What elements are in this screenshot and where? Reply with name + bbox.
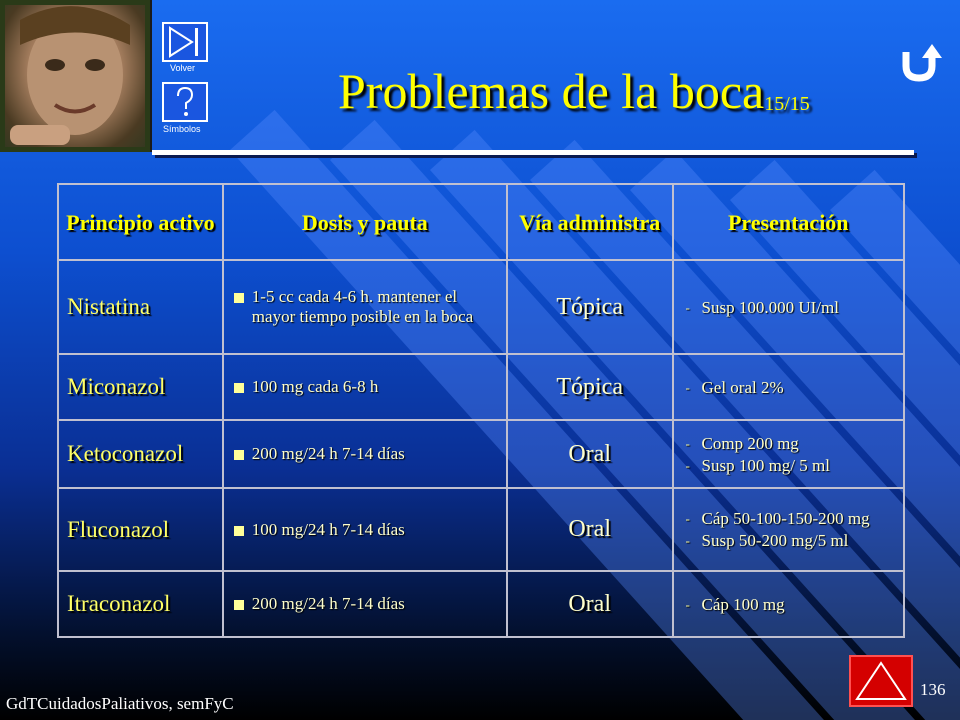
- dose-cell: [223, 571, 507, 637]
- presentation-cell: [673, 354, 904, 420]
- table-row: [58, 354, 904, 420]
- table-row: [58, 488, 904, 571]
- drug-name: Itraconazol: [58, 571, 223, 637]
- presentation-cell: [673, 260, 904, 354]
- back-button[interactable]: [162, 22, 208, 62]
- presentation-item: - Cáp 100 mg: [686, 595, 902, 614]
- presentation-cell: [673, 571, 904, 637]
- next-button[interactable]: [849, 655, 913, 707]
- presentation-item: - Cáp 50-100-150-200 mg: [686, 509, 902, 528]
- dose-text: 1-5 cc cada 4-6 h. mantener el mayor tiempo posible en la boca: [251, 287, 474, 326]
- dose-cell: [223, 354, 507, 420]
- title-main: Problemas de la boca: [338, 63, 765, 119]
- footer-credit: GdTCuidadosPaliativos, semFyC: [6, 694, 234, 713]
- bullet-icon: [234, 526, 244, 536]
- dose-cell: [223, 420, 507, 488]
- question-icon: [164, 84, 206, 120]
- presentation-cell: [673, 488, 904, 571]
- play-back-icon: [164, 24, 206, 60]
- antifungal-table: [57, 183, 905, 638]
- presentation-item: - Susp 50-200 mg/5 ml: [686, 531, 902, 550]
- presentation-item: - Comp 200 mg: [686, 434, 902, 453]
- page-number: 136: [920, 680, 946, 699]
- route-cell: Tópica: [507, 260, 673, 354]
- back-label: Volver: [170, 63, 196, 73]
- drug-name: Ketoconazol: [58, 420, 223, 488]
- dose-cell: [223, 488, 507, 571]
- table-row: [58, 260, 904, 354]
- bullet-icon: [234, 293, 244, 303]
- table-header-row: [58, 184, 904, 260]
- page-title: [338, 62, 810, 120]
- bullet-icon: [234, 383, 244, 393]
- route-cell: Oral: [507, 488, 673, 571]
- table-row: [58, 420, 904, 488]
- portrait-image: [0, 0, 152, 152]
- presentation-item: - Gel oral 2%: [686, 378, 902, 397]
- symbols-button[interactable]: [162, 82, 208, 122]
- header-via: Vía administra: [507, 184, 673, 260]
- presentation-cell: [673, 420, 904, 488]
- header-principio: Principio activo: [58, 184, 223, 260]
- drug-name: Miconazol: [58, 354, 223, 420]
- undo-button[interactable]: [900, 40, 944, 89]
- dose-cell: [223, 260, 507, 354]
- symbols-label: Símbolos: [163, 124, 201, 134]
- dose-text: 200 mg/24 h 7-14 días: [251, 594, 405, 613]
- bullet-icon: [234, 600, 244, 610]
- presentation-item: - Susp 100.000 UI/ml: [686, 298, 902, 317]
- route-cell: Oral: [507, 420, 673, 488]
- drug-name: Fluconazol: [58, 488, 223, 571]
- header-presentacion: Presentación: [673, 184, 904, 260]
- title-divider: [152, 150, 914, 155]
- header-dosis: Dosis y pauta: [223, 184, 507, 260]
- table-row: [58, 571, 904, 637]
- title-sub: 15/15: [764, 93, 810, 115]
- next-triangle-icon: [851, 657, 911, 705]
- bullet-icon: [234, 450, 244, 460]
- dose-text: 200 mg/24 h 7-14 días: [251, 444, 405, 463]
- route-cell: Oral: [507, 571, 673, 637]
- drug-name: Nistatina: [58, 260, 223, 354]
- undo-arrow-icon: [900, 40, 944, 84]
- route-cell: Tópica: [507, 354, 673, 420]
- dose-text: 100 mg cada 6-8 h: [251, 377, 379, 396]
- dose-text: 100 mg/24 h 7-14 días: [251, 519, 405, 539]
- presentation-item: - Susp 100 mg/ 5 ml: [686, 456, 902, 475]
